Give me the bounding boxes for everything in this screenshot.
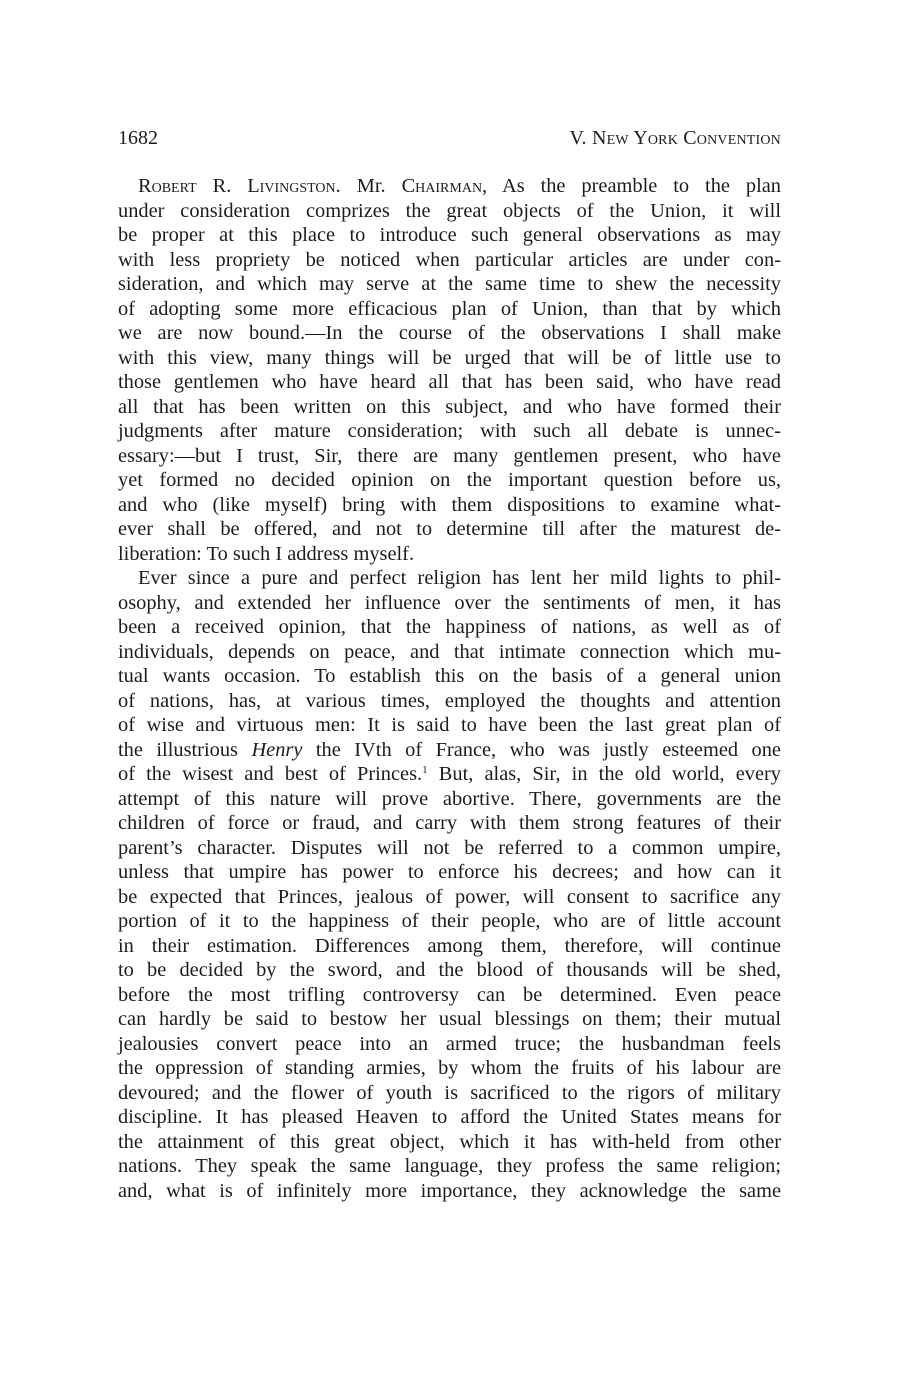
address-prefix: Mr. [356,175,386,197]
page-number: 1682 [118,127,158,149]
text-line: the attainment of this great object, which it has with-held from other [118,1130,781,1153]
text-line: sideration, and which may serve at the same time to shew the necessity [118,273,781,295]
text-fragment: the IVth of France, who was justly esteemed one [302,738,781,761]
text-line: tual wants occasion. To establish this on the basis of a general union [118,665,781,687]
text-line: attempt of this nature will prove abortive. There, governments are the [118,787,781,810]
italic-name: Henry [251,738,303,761]
text-line: discipline. It has pleased Heaven to afford the United States means for [118,1106,781,1128]
text-line: ever shall be offered, and not to determine till after the maturest de- [118,518,781,540]
text-line: with this view, many things will be urged that will be of little use to [118,346,781,369]
running-head: V. New York Convention [569,127,781,149]
text-fragment: of the wisest and best of Princes. [118,763,423,785]
text-line: Ever since a pure and perfect religion has lent her mild lights to phil- [138,567,781,589]
text-line: and who (like myself) bring with them dispositions to examine what- [118,493,781,516]
speaker-name: Robert R. Livingston. [138,175,341,197]
text-line: with less propriety be noticed when particular articles are under con- [118,248,781,271]
text-line: all that has been written on this subject, and who have formed their [118,395,781,418]
text-line: of adopting some more efficacious plan of Union, than that by which [118,297,781,320]
text-line: individuals, depends on peace, and that intimate connection which mu- [118,640,781,663]
paragraph-livingston-opening [118,174,781,566]
text-line: portion of it to the happiness of their people, who are of little account [118,910,781,932]
text-line [118,738,781,763]
text-fragment: the illustrious [118,738,252,761]
text-line: been a received opinion, that the happiness of nations, as well as of [118,616,781,638]
text-line: devoured; and the flower of youth is sacrificed to the rigors of military [118,1081,781,1104]
text-line: under consideration comprizes the great objects of the Union, it will [118,199,781,222]
text-line [118,174,781,199]
text-line: unless that umpire has power to enforce his decrees; and how can it [118,861,781,883]
text-line: the oppression of standing armies, by whom the fruits of his labour are [118,1057,781,1079]
text-line: liberation: To such I address myself. [118,542,415,565]
text-line: yet formed no decided opinion on the important question before us, [118,469,781,491]
text-line: before the most trifling controversy can be determined. Even peace [118,983,781,1006]
text-line [118,762,781,787]
page-header [118,122,781,154]
text-line: judgments after mature consideration; with such all debate is unnec- [118,420,781,442]
text-line: be proper at this place to introduce such general observations as may [118,224,781,246]
text-line: children of force or fraud, and carry with them strong features of their [118,812,781,834]
text-line: and, what is of infinitely more importance, they acknowledge the same [118,1179,781,1202]
text-line: we are now bound.—In the course of the observations I shall make [118,322,781,344]
text-line: be expected that Princes, jealous of power, will consent to sacrifice any [118,885,781,908]
text-line: to be decided by the sword, and the blood of thousands will be shed, [118,959,781,981]
text-fragment: As the preamble to the plan [487,175,781,197]
text-line: in their estimation. Differences among them, therefore, will continue [118,934,781,957]
text-fragment: But, alas, Sir, in the old world, every [427,763,781,785]
text-line: osophy, and extended her influence over the sentiments of men, it has [118,591,781,614]
text-line: those gentlemen who have heard all that has been said, who have read [118,371,781,393]
paragraph-religion-and-union [118,566,781,1203]
text-line: jealousies convert peace into an armed truce; the husbandman feels [118,1032,781,1055]
text-line: of nations, has, at various times, employed the thoughts and attention [118,689,781,712]
text-line: parent’s character. Disputes will not be referred to a common umpire, [118,836,781,859]
text-line: of wise and virtuous men: It is said to have been the last great plan of [118,714,781,736]
body-text [118,174,781,1203]
text-line: can hardly be said to bestow her usual blessings on them; their mutual [118,1008,781,1030]
address-title: Chairman, [401,175,488,197]
text-line: nations. They speak the same language, they profess the same religion; [118,1155,781,1177]
footnote-marker: 1 [422,764,428,776]
text-line: essary:—but I trust, Sir, there are many gentlemen present, who have [118,444,781,467]
